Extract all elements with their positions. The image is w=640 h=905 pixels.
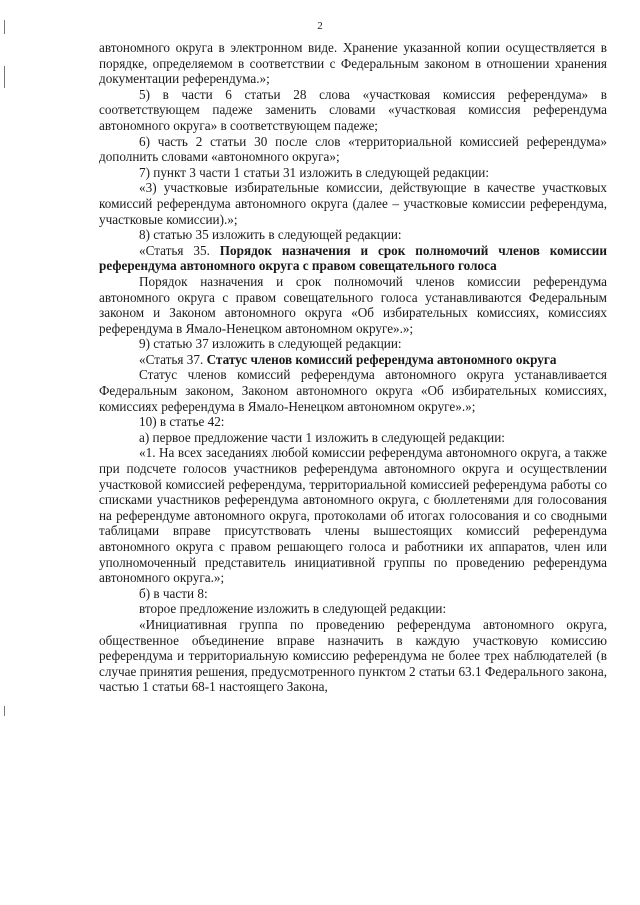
paragraph: б) в части 8:: [139, 585, 208, 601]
paragraph: «1. На всех заседаниях любой комиссии референдума автономного округа, а также при подсчете голосов участников референдума автономного округа и осуществлении участковой комиссией референдума, территориальной комиссией референдума работы со списками участников референдума автономного округа, с бюллетенями для голосования на референдуме автономного округа, протоколами об итогах голосования и со сводными таблицами вправе присутствовать члены вышестоящих комиссий референдума автономного округа с правом решающего голоса и работники их аппаратов, член или уполномоченный представитель инициативной группы по проведению референдума автономного округа.»;: [99, 445, 607, 586]
paragraph: «Инициативная группа по проведению референдума автономного округа, общественное объединение вправе назначить в каждую участковую комиссию референдума и территориальную комиссию референдума не более трех наблюдателей (в случае принятия решения, предусмотренного пунктом 2 статьи 63.1 Федерального закона, частью 1 статьи 68-1 настоящего Закона,: [99, 616, 607, 695]
article-heading: Порядок назначения и срок полномочий членов комиссии референдума автономного округа с правом совещательного голоса: [99, 242, 608, 274]
paragraph: а) первое предложение части 1 изложить в следующей редакции:: [139, 429, 505, 445]
document-body: [99, 40, 607, 695]
paragraph: 5) в части 6 статьи 28 слова «участковая комиссия референдума» в соответствующем падеже заменить словами «участковая комиссия референдума автономного округа» в соответствующем падеже;: [99, 86, 607, 133]
page-number: 2: [317, 20, 323, 32]
paragraph: второе предложение изложить в следующей редакции:: [139, 601, 447, 617]
paragraph: Порядок назначения и срок полномочий членов комиссии референдума автономного округа с правом совещательного голоса устанавливаются Федеральным законом и Законом автономного округа «Об избирательных комиссиях, комиссиях референдума в Ямало-Ненецком автономном округе».»;: [99, 273, 607, 336]
paragraph: [99, 352, 607, 368]
article-prefix: «Статья 35.: [139, 242, 220, 258]
paragraph: 10) в статье 42:: [139, 414, 225, 430]
article-prefix: «Статья 37.: [139, 351, 207, 367]
paragraph: 9) статью 37 изложить в следующей редакции:: [139, 336, 402, 352]
paragraph: 6) часть 2 статьи 30 после слов «территориальной комиссией референдума» дополнить словами «автономного округа»;: [99, 133, 607, 165]
paragraph: «3) участковые избирательные комиссии, действующие в качестве участковых комиссий референдума автономного округа (далее – участковые комиссии референдума, участковые комиссии).»;: [99, 180, 607, 227]
paragraph: 7) пункт 3 части 1 статьи 31 изложить в следующей редакции:: [139, 164, 490, 180]
paragraph: 8) статью 35 изложить в следующей редакции:: [139, 227, 402, 243]
scan-margin-mark: [4, 66, 5, 88]
paragraph: [99, 243, 607, 274]
article-heading: Статус членов комиссий референдума автономного округа: [206, 351, 557, 367]
paragraph: автономного округа в электронном виде. Хранение указанной копии осуществляется в порядке, определяемом в соответствии с Федеральным законом в отношении хранения документации референдума.»;: [99, 40, 607, 87]
paragraph: Статус членов комиссий референдума автономного округа устанавливается Федеральным законом, Законом автономного округа «Об избирательных комиссиях, комиссиях референдума в Ямало-Ненецком автономном округе».»;: [99, 367, 607, 414]
scan-margin-mark: [4, 706, 5, 716]
